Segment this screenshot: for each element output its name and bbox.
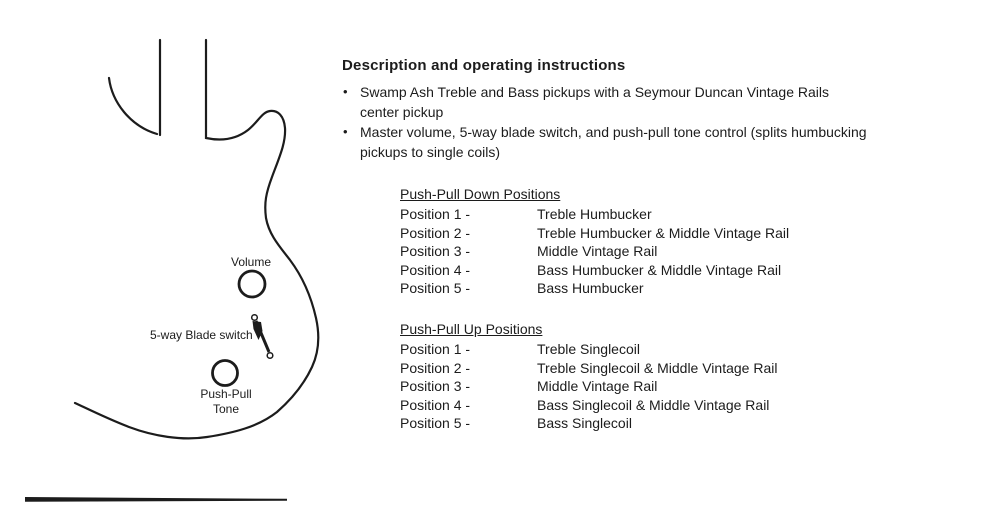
row-position: Position 1 - xyxy=(400,206,471,222)
row-position: Position 3 - xyxy=(400,378,471,394)
push-pull-down-table xyxy=(400,185,789,298)
table-row xyxy=(400,396,777,415)
table-row xyxy=(400,359,777,378)
row-position: Position 3 - xyxy=(400,243,471,259)
volume-knob-label: Volume xyxy=(230,255,272,269)
blade-switch-bottom-pivot xyxy=(267,353,273,359)
table-row xyxy=(400,279,789,298)
row-value: Bass Humbucker xyxy=(537,280,644,296)
row-position: Position 5 - xyxy=(400,280,471,296)
tone-knob-label-line1: Push-Pull xyxy=(200,387,252,401)
table-row xyxy=(400,261,789,280)
guitar-shoulder-curve xyxy=(109,78,157,134)
bullet-text-line: pickups to single coils) xyxy=(360,144,501,160)
bullet-item xyxy=(343,122,943,162)
row-value: Treble Singlecoil xyxy=(537,341,640,357)
row-value: Middle Vintage Rail xyxy=(537,378,658,394)
bullet-text xyxy=(360,122,867,162)
tone-knob-label xyxy=(196,387,256,417)
row-position: Position 5 - xyxy=(400,415,471,431)
row-value: Treble Humbucker & Middle Vintage Rail xyxy=(537,224,790,241)
table-title: Push-Pull Up Positions xyxy=(400,321,543,337)
blade-switch-tip xyxy=(253,321,263,340)
bullet-marker-icon: • xyxy=(343,124,348,139)
bullet-text-line: Swamp Ash Treble and Bass pickups with a Seymour Duncan Vintage Rails xyxy=(360,84,829,100)
row-value: Treble Humbucker xyxy=(537,206,652,222)
tone-knob xyxy=(213,361,238,386)
row-value: Middle Vintage Rail xyxy=(537,243,658,259)
blade-switch-label: 5-way Blade switch xyxy=(150,328,253,342)
row-value: Bass Singlecoil & Middle Vintage Rail xyxy=(537,396,770,413)
table-title: Push-Pull Down Positions xyxy=(400,186,561,202)
table-row xyxy=(400,377,777,396)
row-position: Position 4 - xyxy=(400,396,471,413)
row-value: Bass Humbucker & Middle Vintage Rail xyxy=(537,261,782,278)
bullet-item xyxy=(343,82,943,122)
page-title: Description and operating instructions xyxy=(342,57,626,74)
volume-knob xyxy=(239,271,265,297)
push-pull-up-table xyxy=(400,320,777,433)
blade-switch-top-pivot xyxy=(252,315,258,321)
guitar-body-outline xyxy=(75,40,318,438)
table-row xyxy=(400,340,777,359)
table-row xyxy=(400,242,789,261)
row-value: Treble Singlecoil & Middle Vintage Rail xyxy=(537,359,778,376)
table-row xyxy=(400,414,777,433)
bullet-text xyxy=(360,82,829,122)
bullet-text-line: Master volume, 5-way blade switch, and push-pull tone control (splits humbucking xyxy=(360,124,867,140)
table-row xyxy=(400,224,789,243)
bottom-rule xyxy=(25,497,287,502)
feature-bullet-list xyxy=(343,82,943,162)
bullet-marker-icon: • xyxy=(343,84,348,99)
bullet-text-line: center pickup xyxy=(360,104,444,120)
row-position: Position 4 - xyxy=(400,261,471,278)
row-position: Position 2 - xyxy=(400,359,471,376)
guitar-diagram xyxy=(0,0,360,507)
row-position: Position 2 - xyxy=(400,224,471,241)
tone-knob-label-line2: Tone xyxy=(212,402,240,416)
row-position: Position 1 - xyxy=(400,341,471,357)
row-value: Bass Singlecoil xyxy=(537,415,632,431)
table-row xyxy=(400,205,789,224)
